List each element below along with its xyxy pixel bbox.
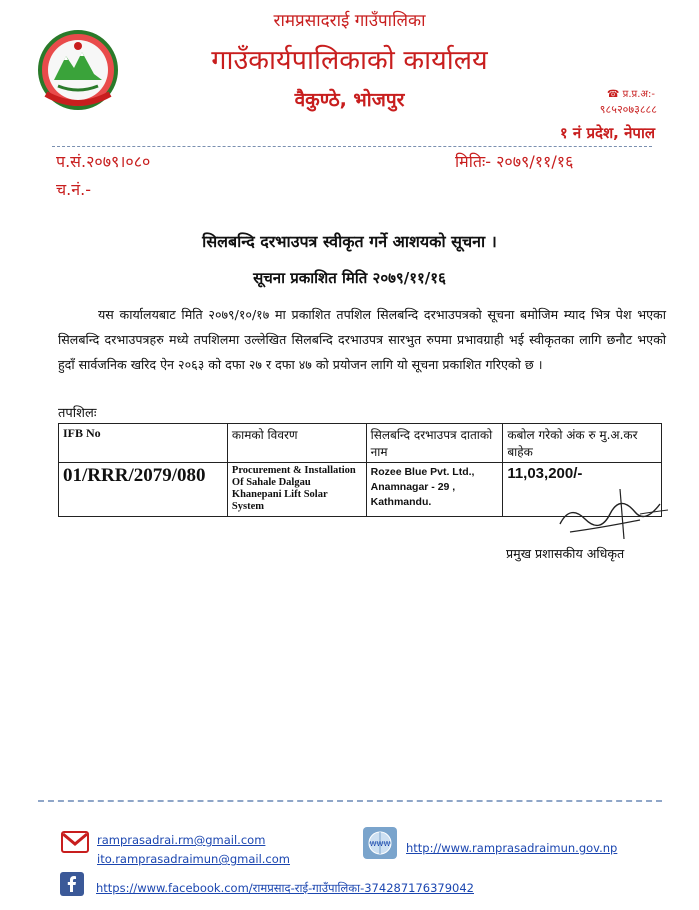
details-label: तपशिलः xyxy=(58,406,97,421)
dispatch-number: च.नं.- xyxy=(56,180,91,199)
municipality-name: रामप्रसादराई गाउँपालिका xyxy=(273,11,426,31)
reference-number: प.सं.२०७९।०८० xyxy=(56,152,151,171)
letter-date: मितिः- २०७९/११/१६ xyxy=(455,152,574,171)
notice-published-date: सूचना प्रकाशित मिति २०७९/११/१६ xyxy=(253,269,446,287)
gmail-icon xyxy=(60,827,90,857)
header-amount: कबोल गरेको अंक रु मु.अ.कर बाहेक xyxy=(503,424,662,463)
header-bidder: सिलबन्दि दरभाउपत्र दाताको नाम xyxy=(366,424,503,463)
header-work: कामको विवरण xyxy=(227,424,366,463)
signatory-title: प्रमुख प्रशासकीय अधिकृत xyxy=(506,546,625,561)
header-divider xyxy=(52,146,652,147)
bidder-address: Anamnagar - 29 , xyxy=(370,481,456,493)
footer-divider xyxy=(38,800,662,802)
facebook-link[interactable]: https://www.facebook.com/रामप्रसाद-राई-गाउँपालिका-374287176379042 xyxy=(96,881,474,895)
bid-amount: 11,03,200/- xyxy=(507,465,583,482)
facebook-icon xyxy=(60,872,84,896)
work-description: Procurement & Installation Of Sahale Dalgau Khanepani Lift Solar System xyxy=(231,465,356,512)
phone-label: ☎ प्र.प्र.अ:- xyxy=(607,89,655,100)
bidder-city: Kathmandu. xyxy=(370,496,432,508)
ifb-number: 01/RRR/2079/080 xyxy=(63,465,206,486)
globe-icon xyxy=(362,826,398,860)
svg-text:WWW: WWW xyxy=(369,840,391,848)
phone-number: ९८५२०७३८८८ xyxy=(599,103,657,116)
province-label: १ नं प्रदेश, नेपाल xyxy=(559,124,655,142)
notice-title: सिलबन्दि दरभाउपत्र स्वीकृत गर्ने आशयको सूचना । xyxy=(202,232,497,251)
office-address: वैकुण्ठे, भोजपुर xyxy=(294,89,405,111)
header-ifb: IFB No xyxy=(59,424,228,463)
facebook-wrap xyxy=(96,877,474,896)
signature-icon xyxy=(540,484,680,554)
notice-body: यस कार्यालयबाट मिति २०७९/१०/१७ मा प्रकाशित तपशिल सिलबन्दि दरभाउपत्रको सूचना बमोजिम म्याद भित्र पेश भएका सिलबन्दि दरभाउपत्रहरु मध्ये तपशिलमा उल्लेखित सिलबन्दि दरभाउपत्र सारभुत रुपमा प्रभावग्राही भई स्वीकृतका लागि छनौट भएको हुदाँ सार्वजनिक खरिद ऐन २०६३ को दफा २७ र दफा ४७ को प्रयोजन लागि यो सूचना प्रकाशित गरिएको छ । xyxy=(58,307,666,372)
email-link-1[interactable]: ramprasadrai.rm@gmail.com xyxy=(97,833,266,847)
office-name: गाउँकार्यपालिकाको कार्यालय xyxy=(211,45,488,76)
table-header-row xyxy=(59,424,662,463)
website-link[interactable]: http://www.ramprasadraimun.gov.np xyxy=(406,841,618,855)
email-links xyxy=(97,829,290,867)
website-wrap xyxy=(406,837,617,856)
email-link-2[interactable]: ito.ramprasadraimun@gmail.com xyxy=(97,852,290,866)
bidder-name: Rozee Blue Pvt. Ltd., xyxy=(370,466,475,478)
